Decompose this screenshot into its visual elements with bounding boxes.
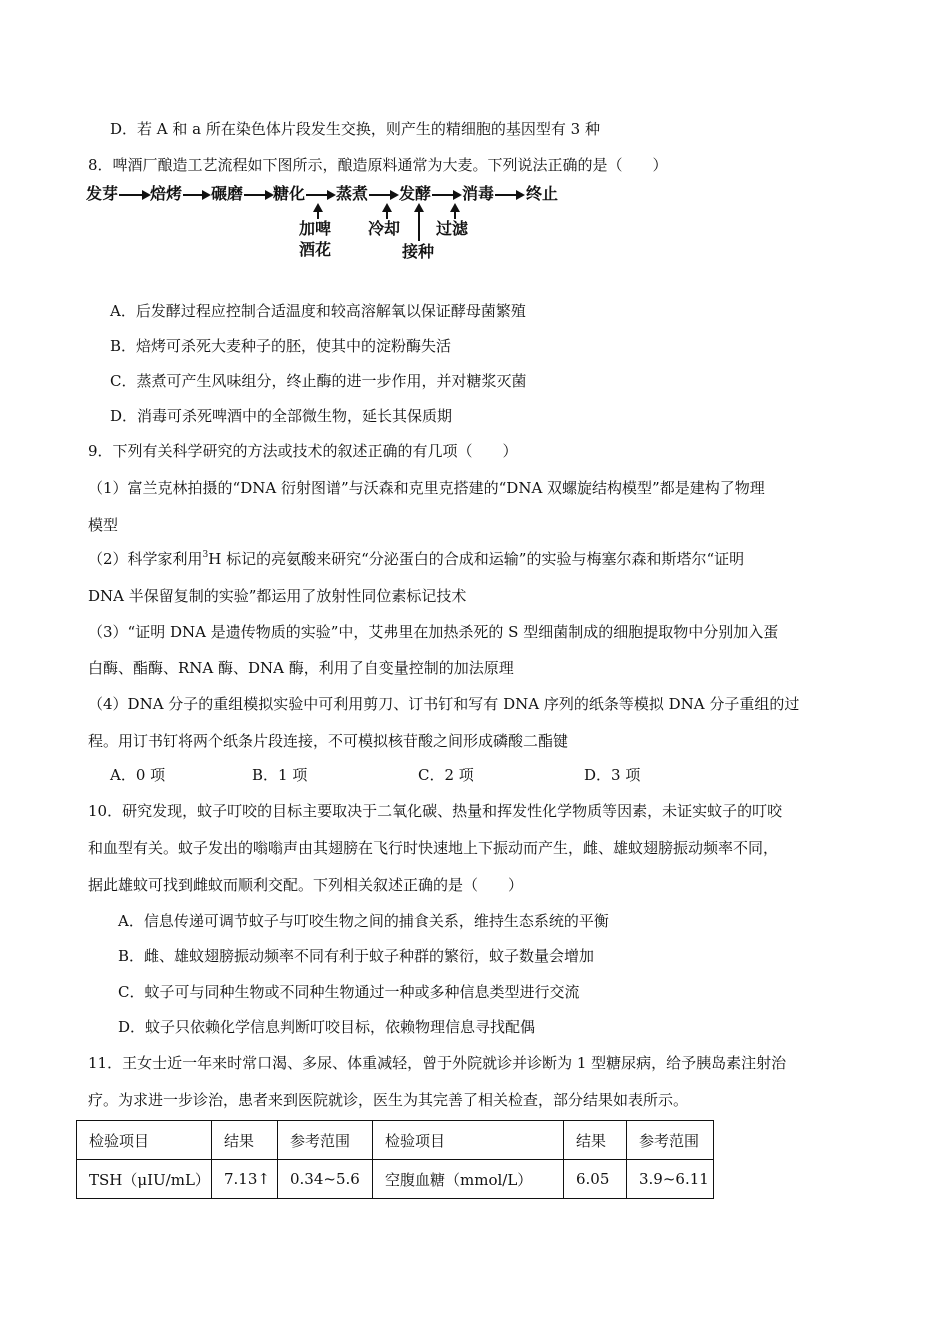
- q9-statement-2: [88, 549, 744, 569]
- table-cell: TSH（μIU/mL）: [77, 1160, 212, 1199]
- flow-arrow-icon: [244, 194, 272, 196]
- q9-statement-2-cont: DNA 半保留复制的实验”都运用了放射性同位素标记技术: [88, 587, 467, 605]
- q8-option-c: C．蒸煮可产生风味组分，终止酶的进一步作用，并对糖浆灭菌: [110, 372, 527, 390]
- flow-arrow-icon: [432, 194, 460, 196]
- flow-arrow-icon: [369, 194, 397, 196]
- table-header-cell: 检验项目: [77, 1121, 212, 1160]
- table-header-cell: 结果: [564, 1121, 627, 1160]
- flow-step-termination: 终止: [526, 184, 559, 203]
- table-cell: 0.34~5.6: [278, 1160, 373, 1199]
- q9-option-c: C．2 项: [418, 766, 474, 784]
- flow-step-fermentation: 发酵: [399, 184, 432, 203]
- table-header-row: [77, 1121, 714, 1160]
- flow-arrow-icon: [306, 194, 334, 196]
- q9-option-b: B．1 项: [252, 766, 308, 784]
- q10-option-d: D．蚊子只依赖化学信息判断叮咬目标，依赖物理信息寻找配偶: [118, 1018, 536, 1036]
- input-inoculation: 接种: [402, 242, 435, 261]
- table-header-cell: 检验项目: [373, 1121, 564, 1160]
- q9-statement-1-cont: 模型: [88, 516, 119, 534]
- q9-stem: 9．下列有关科学研究的方法或技术的叙述正确的有几项（ ）: [88, 442, 518, 460]
- table-row: [77, 1160, 714, 1199]
- lab-results-table: [76, 1120, 714, 1199]
- q8-option-d: D．消毒可杀死啤酒中的全部微生物，延长其保质期: [110, 407, 453, 425]
- input-hops-line2: 酒花: [299, 240, 332, 259]
- flow-arrow-icon: [183, 194, 209, 196]
- table-cell: 7.13↑: [212, 1160, 278, 1199]
- table-cell: 6.05: [564, 1160, 627, 1199]
- flow-arrow-icon: [119, 194, 149, 196]
- flow-step-disinfection: 消毒: [462, 184, 495, 203]
- flow-step-germination: 发芽: [86, 184, 119, 203]
- flow-step-boiling: 蒸煮: [336, 184, 369, 203]
- q9-statement-4: （4）DNA 分子的重组模拟实验中可利用剪刀、订书钉和写有 DNA 序列的纸条等模拟 DNA 分子重组的过: [88, 695, 800, 713]
- flow-step-milling: 碾磨: [211, 184, 244, 203]
- q7-option-d: D．若 A 和 a 所在染色体片段发生交换，则产生的精细胞的基因型有 3 种: [110, 120, 600, 138]
- q9-s2-post: H 标记的亮氨酸来研究“分泌蛋白的合成和运输”的实验与梅塞尔森和斯塔尔“证明: [208, 550, 745, 568]
- q9-statement-4-cont: 程。用订书钉将两个纸条片段连接，不可模拟核苷酸之间形成磷酸二酯键: [88, 732, 569, 750]
- q10-option-c: C．蚊子可与同种生物或不同种生物通过一种或多种信息类型进行交流: [118, 983, 580, 1001]
- q9-statement-1: （1）富兰克林拍摄的“DNA 衍射图谱”与沃森和克里克搭建的“DNA 双螺旋结构模型”都是建构了物理: [88, 479, 765, 497]
- q11-stem-line1: 11．王女士近一年来时常口渴、多尿、体重减轻，曾于外院就诊并诊断为 1 型糖尿病，给予胰岛素注射治: [88, 1054, 787, 1072]
- q10-stem-line3: 据此雄蚊可找到雌蚊而顺利交配。下列相关叙述正确的是（ ）: [88, 876, 524, 894]
- q9-statement-3: （3）“证明 DNA 是遗传物质的实验”中，艾弗里在加热杀死的 S 型细菌制成的细胞提取物中分别加入蛋: [88, 623, 779, 641]
- input-cooling: 冷却: [368, 219, 401, 238]
- isotope-superscript: 3: [202, 550, 209, 560]
- input-filtration: 过滤: [436, 219, 469, 238]
- q8-option-a: A．后发酵过程应控制合适温度和较高溶解氧以保证酵母菌繁殖: [110, 302, 526, 320]
- q8-option-b: B．焙烤可杀死大麦种子的胚，使其中的淀粉酶失活: [110, 337, 452, 355]
- flow-step-roasting: 焙烤: [150, 184, 183, 203]
- q10-stem-line1: 10．研究发现，蚊子叮咬的目标主要取决于二氧化碳、热量和挥发性化学物质等因素，未证实蚊子的叮咬: [88, 802, 783, 820]
- table-header-cell: 参考范围: [278, 1121, 373, 1160]
- q9-option-d: D．3 项: [584, 766, 641, 784]
- table-header-cell: 结果: [212, 1121, 278, 1160]
- table-cell: 空腹血糖（mmol/L）: [373, 1160, 564, 1199]
- input-arrow-icon: [454, 205, 456, 219]
- q10-option-b: B．雌、雄蚊翅膀振动频率不同有利于蚊子种群的繁衍，蚊子数量会增加: [118, 947, 595, 965]
- flow-arrow-icon: [495, 194, 523, 196]
- q9-statement-3-cont: 白酶、酯酶、RNA 酶、DNA 酶，利用了自变量控制的加法原理: [88, 659, 514, 677]
- q10-option-a: A．信息传递可调节蚊子与叮咬生物之间的捕食关系，维持生态系统的平衡: [118, 912, 609, 930]
- input-arrow-icon: [418, 205, 420, 241]
- input-hops-line1: 加啤: [299, 219, 332, 238]
- table-header-cell: 参考范围: [627, 1121, 714, 1160]
- table-cell: 3.9~6.11: [627, 1160, 714, 1199]
- input-arrow-icon: [386, 205, 388, 219]
- q9-option-a: A．0 项: [110, 766, 166, 784]
- input-arrow-icon: [317, 205, 319, 219]
- q10-stem-line2: 和血型有关。蚊子发出的嗡嗡声由其翅膀在飞行时快速地上下振动而产生，雌、雄蚊翅膀振动频率不同，: [88, 839, 779, 857]
- flow-step-saccharification: 糖化: [273, 184, 306, 203]
- q9-s2-pre: （2）科学家利用: [88, 550, 203, 568]
- q8-stem: 8．啤酒厂酿造工艺流程如下图所示，酿造原料通常为大麦。下列说法正确的是（ ）: [88, 156, 668, 174]
- q11-stem-line2: 疗。为求进一步诊治，患者来到医院就诊，医生为其完善了相关检查，部分结果如表所示。: [88, 1091, 689, 1109]
